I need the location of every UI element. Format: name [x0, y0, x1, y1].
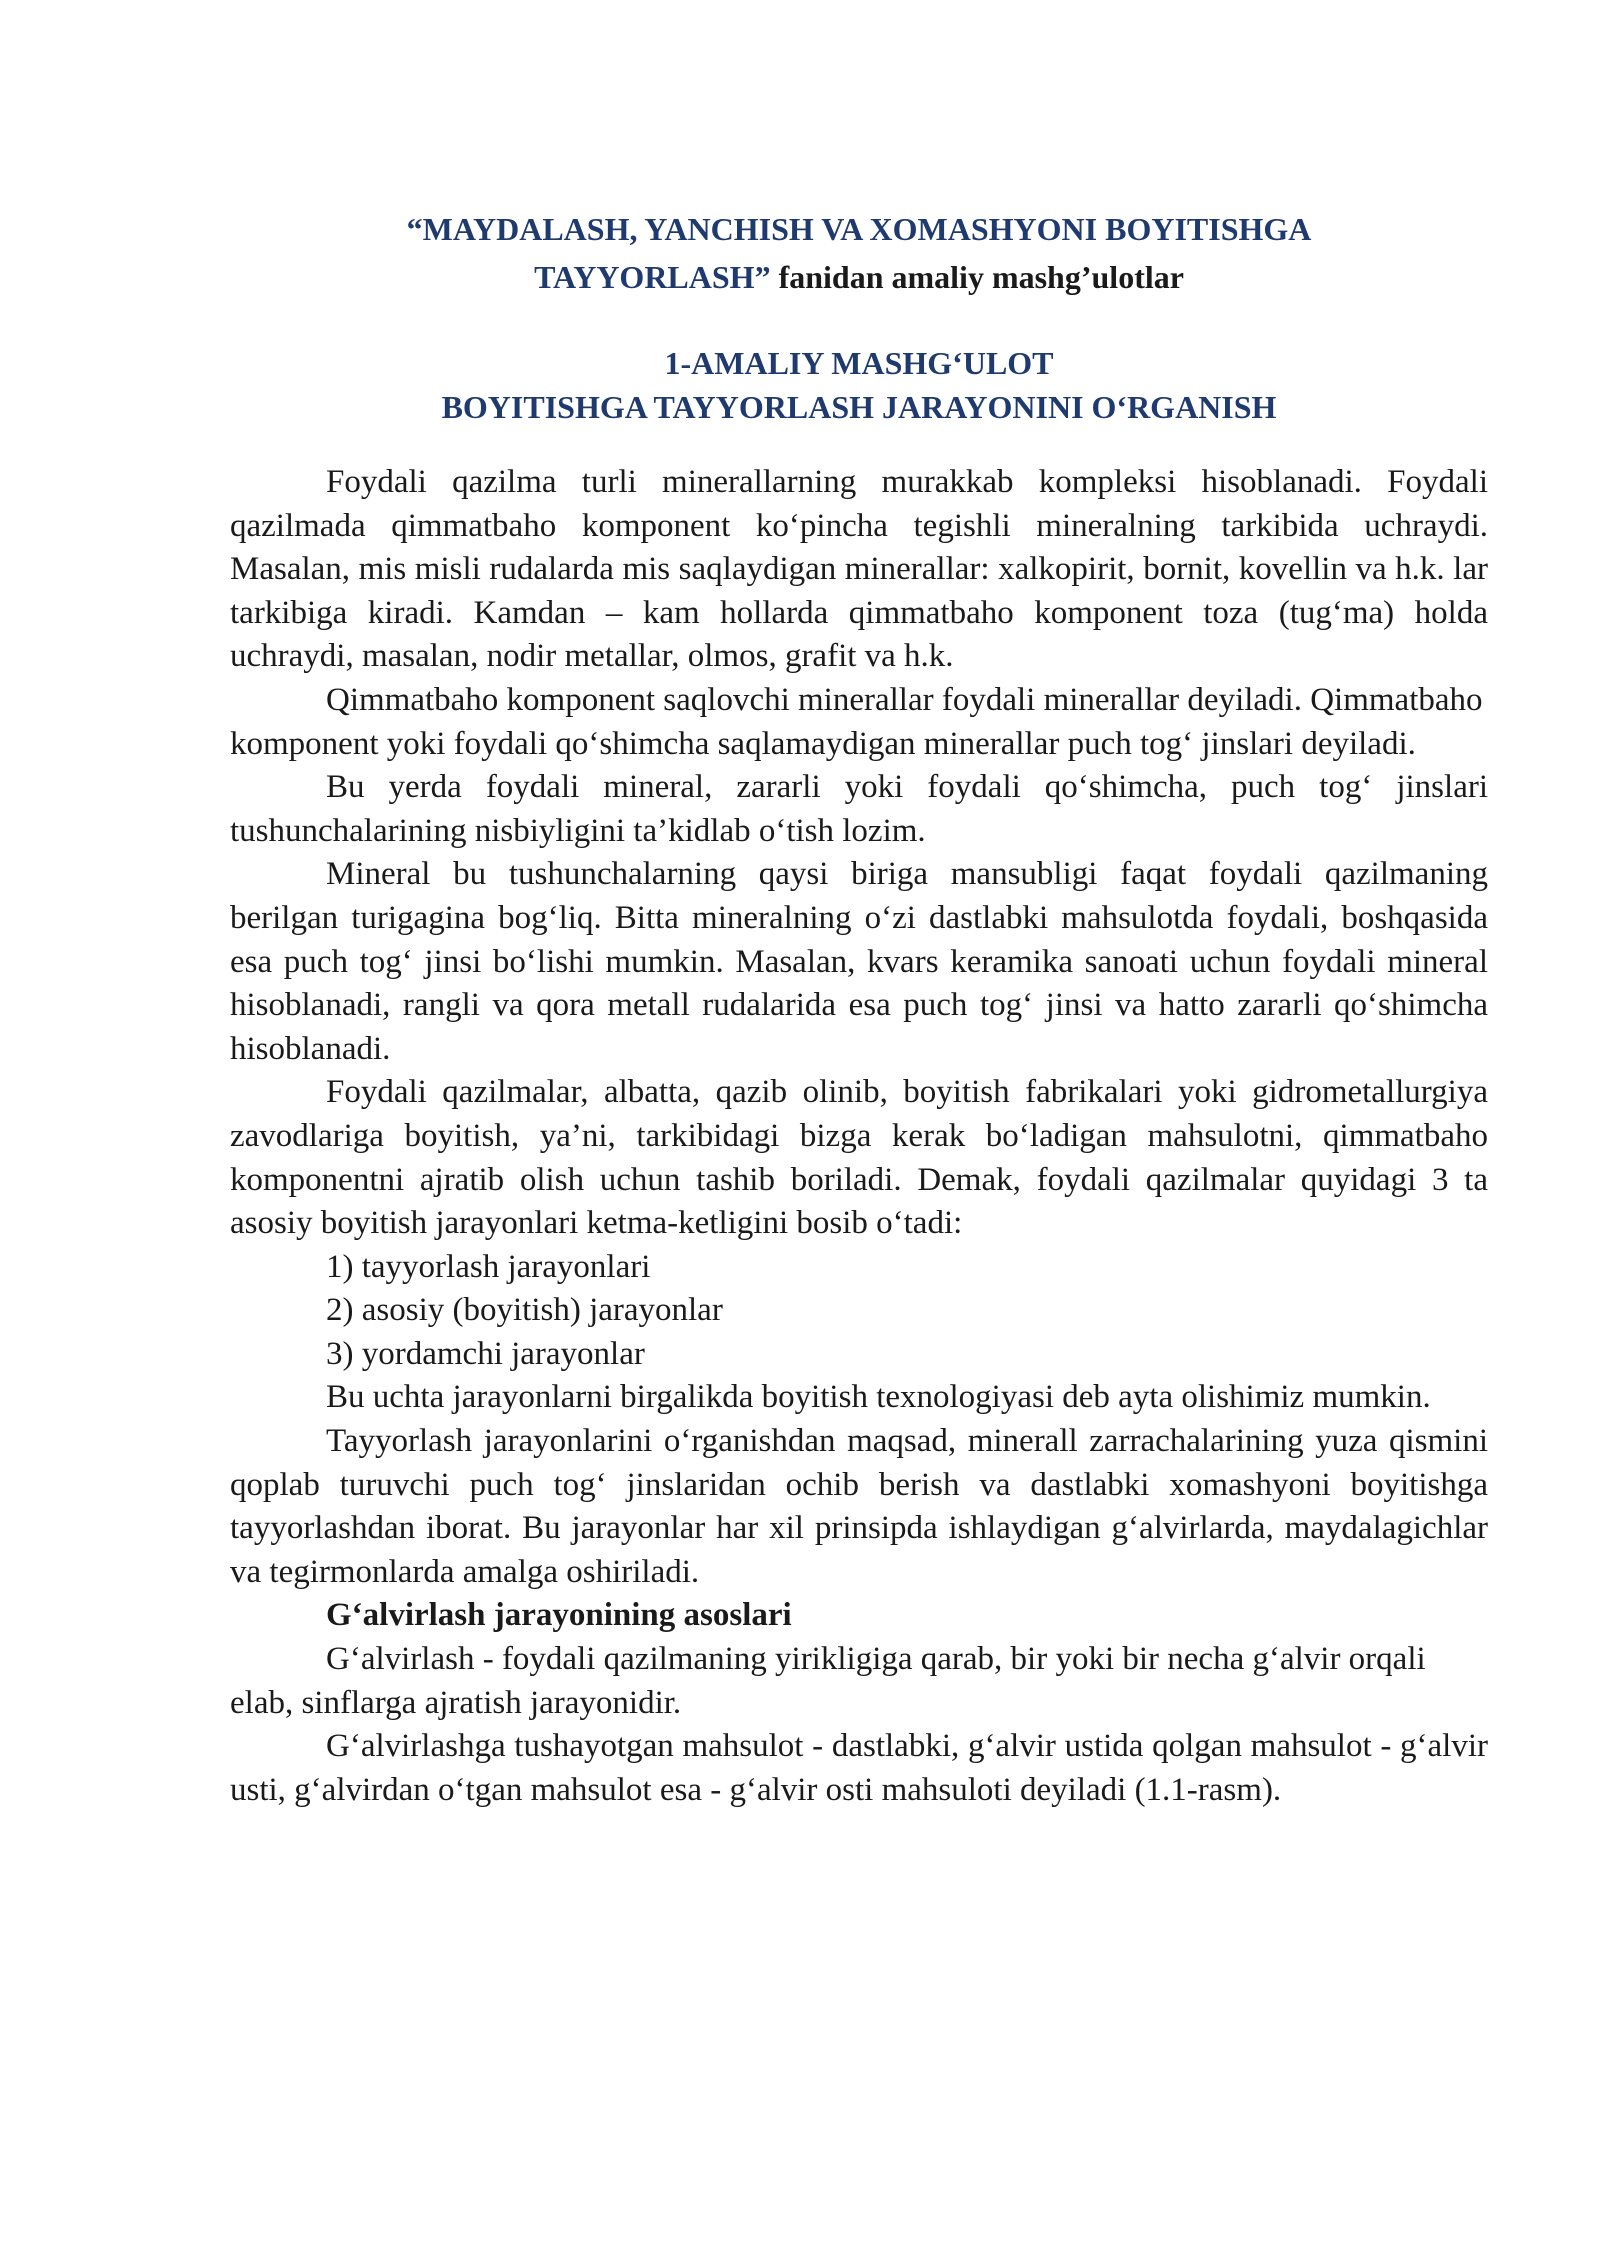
list-item: 3) yordamchi jarayonlar: [326, 1335, 645, 1372]
paragraph: Mineral bu tushunchalarning qaysi biriga mansubligi faqat foydali qazilmaning berilgan turigagina bog‘liq. Bitta mineralning o‘zi dastlabki mahsulotda foydali, boshqasida esa puch tog‘ jinsi bo‘lishi mumkin. Masalan, kvars keramika sanoati uchun foydali mineral hisoblanadi, rangli va qora metall rudalarida esa puch tog‘ jinsi va hatto zararli qo‘shimcha hisoblanadi.: [230, 856, 1488, 1067]
paragraph: Tayyorlash jarayonlarini o‘rganishdan maqsad, minerall zarrachalarining yuza qismini qoplab turuvchi puch tog‘ jinslaridan ochib berish va dastlabki xomashyoni boyitishga tayyorlashdan iborat. Bu jarayonlar har xil prinsipda ishlaydigan g‘alvirlarda, maydalagichlar va tegirmonlarda amalga oshiriladi.: [230, 1423, 1488, 1590]
title-line-2-suffix: fanidan amaliy mashg’ulotlar: [770, 259, 1184, 295]
document-title: [230, 205, 1488, 301]
paragraph: Foydali qazilma turli minerallarning murakkab kompleksi hisoblanadi. Foydali qazilmada qimmatbaho komponent ko‘pincha tegishli mineralning tarkibida uchraydi. Masalan, mis misli rudalarda mis saqlaydigan minerallar: xalkopirit, bornit, kovellin va h.k. lar tarkibiga kiradi. Kamdan – kam hollarda qimmatbaho komponent toza (tug‘ma) holda uchraydi, masalan, nodir metallar, olmos, grafit va h.k.: [230, 464, 1488, 675]
paragraph: Foydali qazilmalar, albatta, qazib olinib, boyitish fabrikalari yoki gidrometallurgiya zavodlariga boyitish, ya’ni, tarkibidagi bizga kerak bo‘ladigan mahsulotni, qimmatbaho komponentni ajratib olish uchun tashib boriladi. Demak, foydali qazilmalar quyidagi 3 ta asosiy boyitish jarayonlari ketma-ketligini bosib o‘tadi:: [230, 1074, 1488, 1242]
paragraph: G‘alvirlashga tushayotgan mahsulot - dastlabki, g‘alvir ustida qolgan mahsulot - g‘alvir usti, g‘alvirdan o‘tgan mahsulot esa - g‘alvir osti mahsuloti deyiladi (1.1-rasm).: [230, 1728, 1488, 1808]
section-subheading: G‘alvirlash jarayonining asoslari: [326, 1597, 792, 1634]
paragraph: G‘alvirlash - foydali qazilmaning yirikligiga qarab, bir yoki bir necha g‘alvir orqali elab, sinflarga ajratish jarayonidir.: [230, 1641, 1426, 1721]
process-list: [230, 1246, 1488, 1377]
paragraph: Qimmatbaho komponent saqlovchi minerallar foydali minerallar deyiladi. Qimmatbaho komponent yoki foydali qo‘shimcha saqlamaydigan minerallar puch tog‘ jinslari deyiladi.: [230, 681, 1483, 762]
paragraph: Bu uchta jarayonlarni birgalikda boyitish texnologiyasi deb ayta olishimiz mumkin.: [326, 1379, 1431, 1416]
list-item: 2) asosiy (boyitish) jarayonlar: [326, 1292, 723, 1329]
lesson-heading: [230, 341, 1488, 429]
list-item: 1) tayyorlash jarayonlari: [326, 1248, 651, 1285]
title-line-2-course: TAYYORLASH”: [534, 259, 771, 295]
title-line-1: “MAYDALASH, YANCHISH VA XOMASHYONI BOYITISHGA: [406, 211, 1312, 247]
lesson-number: 1-AMALIY MASHG‘ULOT: [664, 345, 1054, 381]
body-text: [230, 461, 1488, 1812]
lesson-topic: BOYITISHGA TAYYORLASH JARAYONINI O‘RGANISH: [441, 389, 1277, 425]
document-page: [230, 205, 1488, 1812]
paragraph: Bu yerda foydali mineral, zararli yoki foydali qo‘shimcha, puch tog‘ jinslari tushunchalarining nisbiyligini ta’kidlab o‘tish lozim.: [230, 769, 1488, 849]
